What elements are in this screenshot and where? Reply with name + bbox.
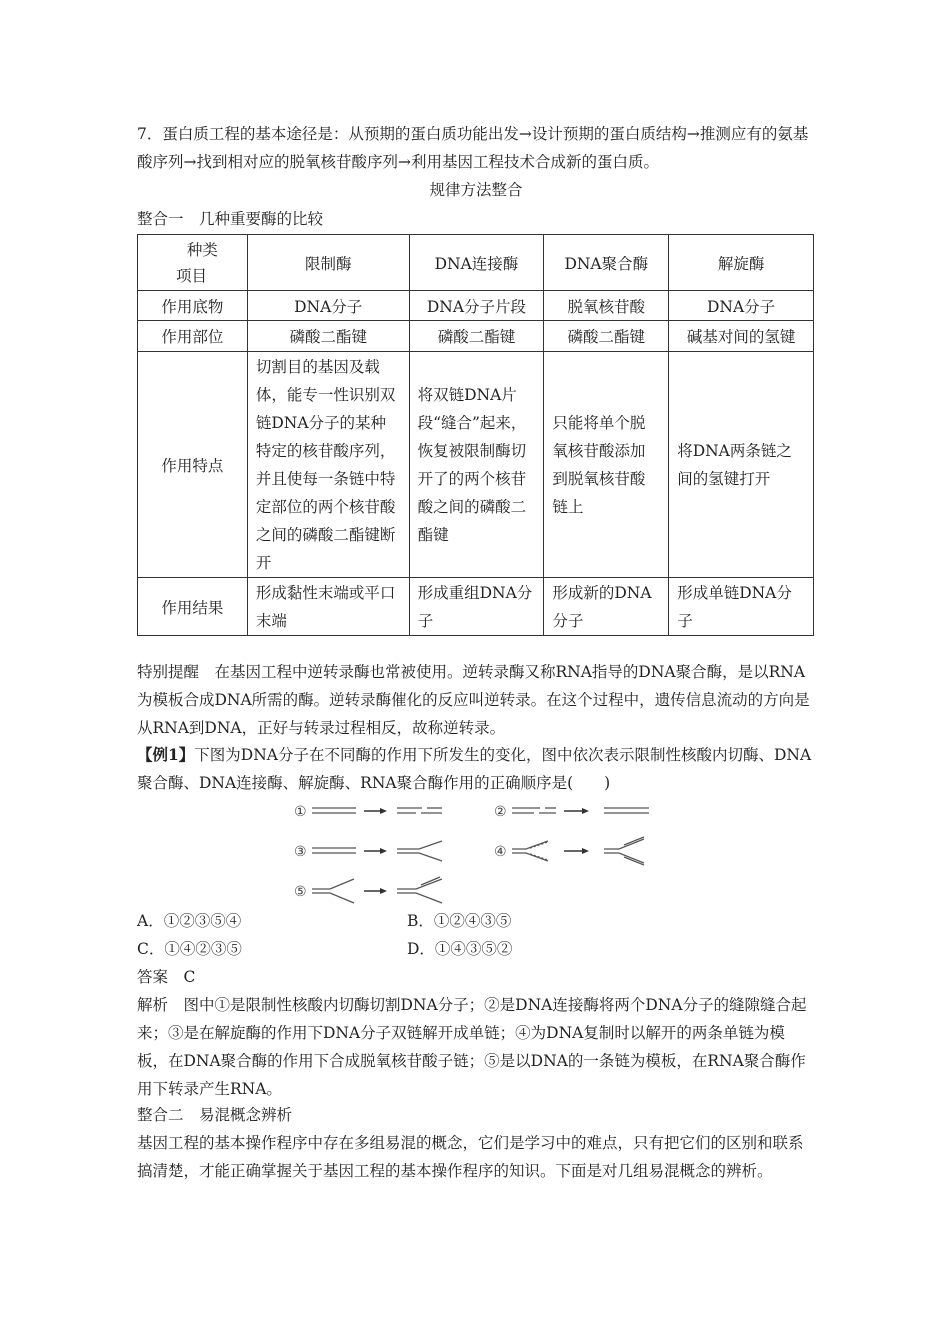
diagram-4-result-strand [604, 853, 644, 863]
table-cell: 切割目的基因及载体，能专一性识别双链DNA分子的某种特定的核苷酸序列，并且使每一条链中特定部位的两个核苷酸之间的磷酸二酯键断开 [247, 352, 409, 578]
table-cell: DNA分子 [669, 291, 814, 321]
example-question-text: 下图为DNA分子在不同酶的作用下所发生的变化，图中依次表示限制性核酸内切酶、DNA聚合酶、DNA连接酶、解旋酶、RNA聚合酶作用的正确顺序是( ) [137, 746, 812, 792]
diagram-label-3: ③ [294, 844, 307, 860]
diagram-5-result-strand [397, 879, 442, 889]
corner-top-label: 种类 [186, 240, 218, 259]
section-title: 规律方法整合 [429, 181, 523, 199]
table-cell: 脱氧核苷酸 [544, 291, 669, 321]
row-label: 作用部位 [138, 321, 248, 352]
table-cell: 将DNA两条链之间的氢键打开 [669, 352, 814, 578]
table-row [138, 578, 814, 636]
option-b: B．①②④③⑤ [407, 912, 512, 930]
dna-enzyme-diagram [294, 797, 664, 907]
arrow-icon [582, 808, 589, 814]
column-header: DNA聚合酶 [544, 235, 669, 291]
column-header: DNA连接酶 [409, 235, 544, 291]
part2-text: 基因工程的基本操作程序中存在多组易混的概念，它们是学习中的难点，只有把它们的区别和联系搞清楚，才能正确掌握关于基因工程的基本操作程序的知识。下面是对几组易混概念的辨析。 [137, 1134, 804, 1180]
table-cell: 磷酸二酯键 [544, 321, 669, 352]
table-cell: 形成新的DNA分子 [544, 578, 669, 636]
diagram-label-4: ④ [494, 844, 507, 860]
diagram-3-unwound-strand [397, 841, 442, 849]
table-row [138, 321, 814, 352]
diagram-3-unwound-strand [397, 853, 442, 861]
table-cell: DNA分子片段 [409, 291, 544, 321]
table-row [138, 291, 814, 321]
diagram-5-strand [312, 879, 354, 889]
example-tag: 【例1】 [137, 745, 195, 764]
table-corner-cell [138, 235, 248, 291]
table-cell: 形成单链DNA分子 [669, 578, 814, 636]
diagram-4-result-strand [624, 837, 644, 845]
answer: 答案 C [137, 968, 196, 986]
table-cell: DNA分子 [247, 291, 409, 321]
table-row [138, 352, 814, 578]
table-cell: 碱基对间的氢键 [669, 321, 814, 352]
diagram-5-strand [312, 893, 354, 903]
special-reminder: 特别提醒 在基因工程中逆转录酶也常被使用。逆转录酶又称RNA指导的DNA聚合酶，是以RNA为模板合成DNA所需的酶。逆转录酶催化的反应叫逆转录。在这个过程中，遗传信息流动的方向是从RNA到DNA，正好与转录过程相反，故称逆转录。 [137, 663, 810, 737]
diagram-label-2: ② [494, 804, 507, 820]
table-cell: 磷酸二酯键 [409, 321, 544, 352]
table-cell: 形成黏性末端或平口末端 [247, 578, 409, 636]
table-cell: 只能将单个脱氧核苷酸添加到脱氧核苷酸链上 [544, 352, 669, 578]
option-a: A．①②③⑤④ [137, 912, 242, 930]
option-c: C．①④②③⑤ [137, 940, 242, 958]
table-cell: 将双链DNA片段“缝合”起来，恢复被限制酶切开了的两个核苷酸之间的磷酸二酯键 [409, 352, 544, 578]
diagram-4-result-strand [604, 839, 644, 849]
arrow-icon [582, 848, 589, 854]
diagram-4-result-strand [624, 857, 644, 865]
row-label: 作用底物 [138, 291, 248, 321]
enzyme-comparison-table [137, 234, 814, 636]
column-header: 解旋酶 [669, 235, 814, 291]
option-d: D．①④③⑤② [407, 940, 513, 958]
diagram-label-5: ⑤ [294, 884, 307, 900]
table-header-row [138, 235, 814, 291]
arrow-icon [380, 808, 387, 814]
arrow-icon [380, 848, 387, 854]
intro-item-7: 7．蛋白质工程的基本途径是：从预期的蛋白质功能出发→设计预期的蛋白质结构→推测应有的氨基酸序列→找到相对应的脱氧核苷酸序列→利用基因工程技术合成新的蛋白质。 [137, 125, 809, 171]
corner-bottom-label: 项目 [176, 266, 208, 285]
table-cell: 磷酸二酯键 [247, 321, 409, 352]
diagram-5-result-strand [397, 893, 442, 903]
part1-heading: 整合一 几种重要酶的比较 [137, 210, 324, 228]
part2-heading: 整合二 易混概念辨析 [137, 1106, 293, 1124]
diagram-label-1: ① [294, 804, 307, 820]
row-label: 作用结果 [138, 578, 248, 636]
table-cell: 形成重组DNA分子 [409, 578, 544, 636]
column-header: 限制酶 [247, 235, 409, 291]
analysis: 解析 图中①是限制性核酸内切酶切割DNA分子；②是DNA连接酶将两个DNA分子的缝隙缝合起来；③是在解旋酶的作用下DNA分子双链解开成单链；④为DNA复制时以解开的两条单链为模板，在DNA聚合酶的作用下合成脱氧核苷酸子链；⑤是以DNA的一条链为模板，在RNA聚合酶作用下转录产生RNA。 [137, 996, 807, 1098]
row-label: 作用特点 [138, 352, 248, 578]
arrow-icon [380, 888, 387, 894]
example-question [137, 741, 815, 797]
